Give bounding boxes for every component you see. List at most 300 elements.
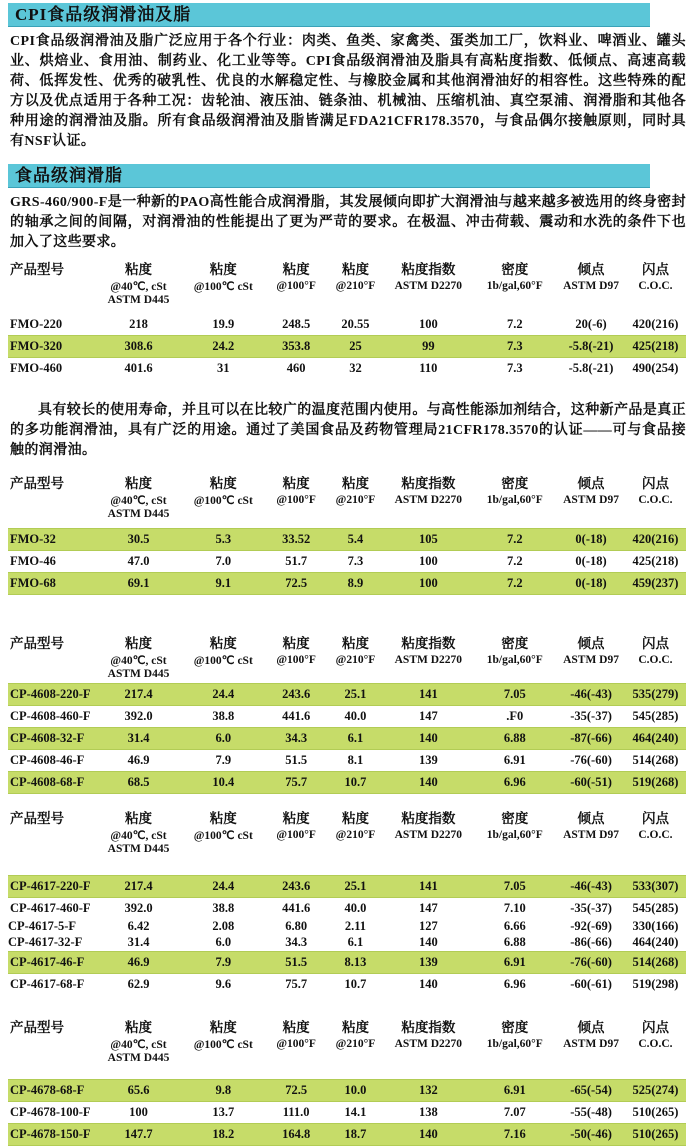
- column-header: [181, 667, 266, 680]
- value-cell: 8.9: [327, 572, 385, 594]
- table-row: [8, 1102, 686, 1124]
- value-cell: -76(-60): [557, 951, 625, 973]
- value-cell: 6.80: [266, 919, 327, 935]
- column-header: [557, 1051, 625, 1064]
- table-row: [8, 572, 686, 594]
- column-header: [266, 842, 327, 855]
- value-cell: 6.91: [472, 951, 557, 973]
- table-header-row: [8, 804, 686, 827]
- value-cell: 441.6: [266, 897, 327, 919]
- value-cell: 308.6: [96, 336, 181, 358]
- section1-title-bar: [8, 3, 650, 26]
- value-cell: 10.7: [327, 772, 385, 794]
- column-header: [181, 293, 266, 306]
- value-cell: -60(-61): [557, 973, 625, 995]
- value-cell: 40.0: [327, 706, 385, 728]
- column-header: 1b/gal,60°F: [472, 492, 557, 507]
- column-header: 1b/gal,60°F: [472, 827, 557, 842]
- value-cell: 25: [327, 336, 385, 358]
- value-cell: 140: [384, 728, 472, 750]
- value-cell: 545(285): [625, 897, 686, 919]
- value-cell: 6.66: [472, 919, 557, 935]
- column-header: [327, 1051, 385, 1064]
- column-header: ASTM D97: [557, 827, 625, 842]
- column-header: [384, 507, 472, 520]
- column-header: [327, 507, 385, 520]
- value-cell: 7.2: [472, 528, 557, 550]
- column-header: @100℃ cSt: [181, 278, 266, 293]
- value-cell: -76(-60): [557, 750, 625, 772]
- product-model-cell: FMO-320: [8, 336, 96, 358]
- column-header: 粘度: [327, 255, 385, 278]
- value-cell: 420(216): [625, 314, 686, 336]
- header-gap: [8, 520, 686, 528]
- value-cell: 140: [384, 772, 472, 794]
- value-cell: 9.1: [181, 572, 266, 594]
- value-cell: 132: [384, 1080, 472, 1102]
- column-header: [266, 507, 327, 520]
- multipurpose-oil-paragraph: 具有较长的使用寿命，并且可以在比较广的温度范围内使用。与高性能添加剂结合，这种新产品是真正的多功能润滑油，具有广泛的用途。通过了美国食品及药物管理局21CFR178.3570的认证——可与食品接触的润滑油。: [10, 401, 686, 461]
- column-header: [557, 667, 625, 680]
- column-header: 产品型号: [8, 255, 96, 278]
- table-row: [8, 1124, 686, 1146]
- value-cell: 72.5: [266, 572, 327, 594]
- table-row: [8, 772, 686, 794]
- column-header: 1b/gal,60°F: [472, 652, 557, 667]
- column-header: 粘度: [96, 255, 181, 278]
- column-header: [8, 652, 96, 667]
- product-model-cell: FMO-220: [8, 314, 96, 336]
- product-model-cell: CP-4608-460-F: [8, 706, 96, 728]
- product-model-cell: CP-4678-150-F: [8, 1124, 96, 1146]
- value-cell: 20(-6): [557, 314, 625, 336]
- column-header: [327, 667, 385, 680]
- column-header: 倾点: [557, 629, 625, 652]
- value-cell: 0(-18): [557, 528, 625, 550]
- column-header: 倾点: [557, 804, 625, 827]
- table-header-row: [8, 507, 686, 520]
- column-header: 倾点: [557, 255, 625, 278]
- value-cell: 248.5: [266, 314, 327, 336]
- table-row: [8, 919, 686, 935]
- column-header: @40℃, cSt: [96, 652, 181, 667]
- value-cell: 514(268): [625, 750, 686, 772]
- column-header: [557, 507, 625, 520]
- value-cell: 31: [181, 358, 266, 380]
- column-header: [557, 293, 625, 306]
- product-model-cell: CP-4617-68-F: [8, 973, 96, 995]
- column-header: 粘度指数: [384, 804, 472, 827]
- value-cell: 9.8: [181, 1080, 266, 1102]
- value-cell: 18.7: [327, 1124, 385, 1146]
- column-header: [8, 1036, 96, 1051]
- value-cell: 164.8: [266, 1124, 327, 1146]
- value-cell: 533(307): [625, 875, 686, 897]
- column-header: 闪点: [625, 469, 686, 492]
- column-header: 粘度: [266, 804, 327, 827]
- value-cell: 519(298): [625, 973, 686, 995]
- value-cell: 218: [96, 314, 181, 336]
- column-header: @40℃, cSt: [96, 492, 181, 507]
- table-header-row: [8, 492, 686, 507]
- table-header-row: [8, 255, 686, 278]
- column-header: @40℃, cSt: [96, 827, 181, 842]
- value-cell: 464(240): [625, 935, 686, 952]
- value-cell: 33.52: [266, 528, 327, 550]
- value-cell: 8.13: [327, 951, 385, 973]
- value-cell: 525(274): [625, 1080, 686, 1102]
- value-cell: 13.7: [181, 1102, 266, 1124]
- value-cell: 14.1: [327, 1102, 385, 1124]
- column-header: 粘度: [266, 255, 327, 278]
- value-cell: 51.5: [266, 750, 327, 772]
- column-header: [472, 293, 557, 306]
- value-cell: 6.42: [96, 919, 181, 935]
- column-header: [384, 842, 472, 855]
- section2-paragraph: GRS-460/900-F是一种新的PAO高性能合成润滑脂，其发展倾向即扩大润滑油与越来越多被选用的终身密封的轴承之间的间隔，对润滑油的性能提出了更为严苛的要求。在极温、冲击荷载、震动和水洗的条件下也加入了这些要求。: [10, 193, 686, 253]
- column-header: 粘度: [266, 629, 327, 652]
- column-header: [472, 667, 557, 680]
- column-header: 产品型号: [8, 469, 96, 492]
- value-cell: 141: [384, 684, 472, 706]
- column-header: 粘度指数: [384, 255, 472, 278]
- table-row: [8, 951, 686, 973]
- value-cell: -60(-51): [557, 772, 625, 794]
- column-header: [327, 842, 385, 855]
- column-header: @210°F: [327, 827, 385, 842]
- value-cell: 147: [384, 706, 472, 728]
- value-cell: 32: [327, 358, 385, 380]
- value-cell: -55(-48): [557, 1102, 625, 1124]
- value-cell: 69.1: [96, 572, 181, 594]
- value-cell: 401.6: [96, 358, 181, 380]
- value-cell: 139: [384, 750, 472, 772]
- value-cell: -46(-43): [557, 875, 625, 897]
- product-model-cell: CP-4617-32-F: [8, 935, 96, 952]
- value-cell: 392.0: [96, 706, 181, 728]
- product-model-cell: CP-4617-460-F: [8, 897, 96, 919]
- header-gap: [8, 306, 686, 314]
- value-cell: 545(285): [625, 706, 686, 728]
- value-cell: 40.0: [327, 897, 385, 919]
- table-row: [8, 750, 686, 772]
- value-cell: 19.9: [181, 314, 266, 336]
- value-cell: 7.0: [181, 550, 266, 572]
- product-model-cell: FMO-68: [8, 572, 96, 594]
- column-header: ASTM D445: [96, 842, 181, 855]
- column-header: [266, 667, 327, 680]
- column-header: 密度: [472, 804, 557, 827]
- column-header: [327, 293, 385, 306]
- value-cell: 30.5: [96, 528, 181, 550]
- column-header: 1b/gal,60°F: [472, 278, 557, 293]
- column-header: C.O.C.: [625, 278, 686, 293]
- column-header: ASTM D445: [96, 667, 181, 680]
- column-header: C.O.C.: [625, 492, 686, 507]
- value-cell: 10.4: [181, 772, 266, 794]
- value-cell: 18.2: [181, 1124, 266, 1146]
- table-header-row: [8, 1036, 686, 1051]
- value-cell: -5.8(-21): [557, 358, 625, 380]
- value-cell: -87(-66): [557, 728, 625, 750]
- header-gap: [8, 1064, 686, 1080]
- column-header: [8, 278, 96, 293]
- value-cell: 6.96: [472, 772, 557, 794]
- product-model-cell: CP-4678-100-F: [8, 1102, 96, 1124]
- value-cell: 68.5: [96, 772, 181, 794]
- value-cell: 6.1: [327, 935, 385, 952]
- column-header: [384, 1051, 472, 1064]
- column-header: C.O.C.: [625, 652, 686, 667]
- column-header: ASTM D97: [557, 652, 625, 667]
- value-cell: 514(268): [625, 951, 686, 973]
- column-header: 产品型号: [8, 1013, 96, 1036]
- value-cell: 75.7: [266, 973, 327, 995]
- product-model-cell: FMO-46: [8, 550, 96, 572]
- value-cell: -65(-54): [557, 1080, 625, 1102]
- column-header: 粘度: [96, 804, 181, 827]
- column-header: 粘度: [181, 1013, 266, 1036]
- column-header: [8, 667, 96, 680]
- column-header: C.O.C.: [625, 1036, 686, 1051]
- table-header-row: [8, 842, 686, 855]
- value-cell: 425(218): [625, 550, 686, 572]
- value-cell: 2.08: [181, 919, 266, 935]
- column-header: 粘度: [327, 629, 385, 652]
- product-model-cell: FMO-460: [8, 358, 96, 380]
- column-header: ASTM D2270: [384, 827, 472, 842]
- value-cell: 519(268): [625, 772, 686, 794]
- table-row: [8, 875, 686, 897]
- table-row: [8, 528, 686, 550]
- value-cell: 100: [96, 1102, 181, 1124]
- value-cell: 2.11: [327, 919, 385, 935]
- value-cell: 0(-18): [557, 550, 625, 572]
- value-cell: .F0: [472, 706, 557, 728]
- table-row: [8, 1080, 686, 1102]
- value-cell: 100: [384, 550, 472, 572]
- table-row: [8, 973, 686, 995]
- product-model-cell: FMO-32: [8, 528, 96, 550]
- column-header: [8, 507, 96, 520]
- column-header: [8, 842, 96, 855]
- value-cell: 420(216): [625, 528, 686, 550]
- value-cell: 140: [384, 973, 472, 995]
- table-header-row: [8, 278, 686, 293]
- spec-table-cp-4617-series: [8, 804, 686, 995]
- column-header: 倾点: [557, 1013, 625, 1036]
- table-header-row: [8, 667, 686, 680]
- column-header: 粘度: [266, 469, 327, 492]
- value-cell: 6.88: [472, 935, 557, 952]
- column-header: 粘度: [181, 629, 266, 652]
- column-header: [8, 1051, 96, 1064]
- value-cell: 9.6: [181, 973, 266, 995]
- column-header: @100℃ cSt: [181, 652, 266, 667]
- column-header: 粘度: [96, 1013, 181, 1036]
- column-header: @210°F: [327, 1036, 385, 1051]
- table-cp-4617-series: [8, 804, 686, 995]
- value-cell: 6.91: [472, 750, 557, 772]
- section2-title: 食品级润滑脂: [15, 166, 123, 185]
- column-header: C.O.C.: [625, 827, 686, 842]
- value-cell: 490(254): [625, 358, 686, 380]
- column-header: @100°F: [266, 1036, 327, 1051]
- product-model-cell: CP-4617-5-F: [8, 919, 96, 935]
- value-cell: 6.91: [472, 1080, 557, 1102]
- value-cell: 0(-18): [557, 572, 625, 594]
- column-header: [472, 507, 557, 520]
- column-header: ASTM D2270: [384, 278, 472, 293]
- column-header: 粘度指数: [384, 1013, 472, 1036]
- column-header: @40℃, cSt: [96, 1036, 181, 1051]
- value-cell: -5.8(-21): [557, 336, 625, 358]
- column-header: 闪点: [625, 629, 686, 652]
- table-row: [8, 358, 686, 380]
- value-cell: 110: [384, 358, 472, 380]
- column-header: ASTM D2270: [384, 1036, 472, 1051]
- column-header: [625, 507, 686, 520]
- header-gap: [8, 855, 686, 875]
- value-cell: -35(-37): [557, 897, 625, 919]
- value-cell: 38.8: [181, 706, 266, 728]
- column-header: @40℃, cSt: [96, 278, 181, 293]
- value-cell: 100: [384, 314, 472, 336]
- column-header: 粘度: [266, 1013, 327, 1036]
- column-header: [625, 667, 686, 680]
- spec-table-cp-4608-series: [8, 629, 686, 795]
- table-header-row: [8, 652, 686, 667]
- value-cell: 7.2: [472, 572, 557, 594]
- value-cell: 243.6: [266, 684, 327, 706]
- table-row: [8, 684, 686, 706]
- value-cell: 8.1: [327, 750, 385, 772]
- value-cell: 7.3: [472, 358, 557, 380]
- value-cell: 75.7: [266, 772, 327, 794]
- section1-title: CPI食品级润滑油及脂: [15, 5, 191, 24]
- product-model-cell: CP-4617-46-F: [8, 951, 96, 973]
- column-header: 产品型号: [8, 804, 96, 827]
- column-header: [472, 842, 557, 855]
- value-cell: 243.6: [266, 875, 327, 897]
- column-header: ASTM D2270: [384, 492, 472, 507]
- value-cell: 5.4: [327, 528, 385, 550]
- column-header: 密度: [472, 629, 557, 652]
- value-cell: 140: [384, 1124, 472, 1146]
- value-cell: 24.2: [181, 336, 266, 358]
- table-cp-4608-series: [8, 629, 686, 795]
- column-header: @100°F: [266, 827, 327, 842]
- table-row: [8, 336, 686, 358]
- value-cell: 24.4: [181, 875, 266, 897]
- column-header: [384, 667, 472, 680]
- column-header: ASTM D445: [96, 293, 181, 306]
- column-header: 粘度: [181, 255, 266, 278]
- value-cell: -92(-69): [557, 919, 625, 935]
- value-cell: 6.0: [181, 728, 266, 750]
- column-header: 闪点: [625, 255, 686, 278]
- value-cell: 24.4: [181, 684, 266, 706]
- table-fmo-low-viscosity: [8, 469, 686, 595]
- value-cell: 20.55: [327, 314, 385, 336]
- table-header-row: [8, 469, 686, 492]
- value-cell: 464(240): [625, 728, 686, 750]
- value-cell: 330(166): [625, 919, 686, 935]
- value-cell: 51.7: [266, 550, 327, 572]
- table-row: [8, 728, 686, 750]
- column-header: [625, 293, 686, 306]
- column-header: 粘度: [327, 804, 385, 827]
- value-cell: 10.0: [327, 1080, 385, 1102]
- value-cell: 217.4: [96, 684, 181, 706]
- column-header: 粘度: [96, 629, 181, 652]
- value-cell: 7.9: [181, 750, 266, 772]
- value-cell: 100: [384, 572, 472, 594]
- value-cell: 392.0: [96, 897, 181, 919]
- product-model-cell: CP-4608-68-F: [8, 772, 96, 794]
- value-cell: 7.05: [472, 684, 557, 706]
- column-header: 粘度: [181, 469, 266, 492]
- column-header: 闪点: [625, 804, 686, 827]
- value-cell: 99: [384, 336, 472, 358]
- column-header: 粘度指数: [384, 629, 472, 652]
- value-cell: 34.3: [266, 728, 327, 750]
- value-cell: 6.88: [472, 728, 557, 750]
- value-cell: 5.3: [181, 528, 266, 550]
- value-cell: 31.4: [96, 728, 181, 750]
- value-cell: 140: [384, 935, 472, 952]
- value-cell: 10.7: [327, 973, 385, 995]
- value-cell: 7.3: [327, 550, 385, 572]
- column-header: [181, 842, 266, 855]
- value-cell: 25.1: [327, 875, 385, 897]
- value-cell: 65.6: [96, 1080, 181, 1102]
- column-header: [266, 293, 327, 306]
- table-header-row: [8, 1051, 686, 1064]
- value-cell: 7.3: [472, 336, 557, 358]
- value-cell: 7.2: [472, 550, 557, 572]
- product-model-cell: CP-4617-220-F: [8, 875, 96, 897]
- column-header: 粘度: [96, 469, 181, 492]
- column-header: 粘度: [327, 1013, 385, 1036]
- value-cell: 147: [384, 897, 472, 919]
- table-header-row: [8, 827, 686, 842]
- column-header: @100℃ cSt: [181, 827, 266, 842]
- table-row: [8, 314, 686, 336]
- value-cell: 441.6: [266, 706, 327, 728]
- column-header: @100℃ cSt: [181, 1036, 266, 1051]
- table-row: [8, 550, 686, 572]
- column-header: [181, 1051, 266, 1064]
- value-cell: 425(218): [625, 336, 686, 358]
- section1-paragraph: CPI食品级润滑油及脂广泛应用于各个行业：肉类、鱼类、家禽类、蛋类加工厂，饮料业、啤酒业、罐头业、烘焙业、食用油、制药业、化工业等等。CPI食品级润滑油及脂具有高粘度指数、低倾点、高速高载荷、低挥发性、优秀的破乳性、优良的水解稳定性、与橡胶金属和其他润滑油好的相容性。这些特殊的配方以及优点适用于各种工况：齿轮油、液压油、链条油、机械油、压缩机油、真空泵浦、润滑脂和其他各种用途的润滑油及脂。所有食品级润滑油及脂皆满足FDA21CFR178.3570，与食品偶尔接触原则，同时具有NSF认证。: [10, 32, 686, 152]
- product-model-cell: CP-4608-32-F: [8, 728, 96, 750]
- column-header: [266, 1051, 327, 1064]
- column-header: [625, 1051, 686, 1064]
- column-header: @100°F: [266, 492, 327, 507]
- value-cell: 7.16: [472, 1124, 557, 1146]
- column-header: 1b/gal,60°F: [472, 1036, 557, 1051]
- value-cell: 7.07: [472, 1102, 557, 1124]
- column-header: 密度: [472, 469, 557, 492]
- value-cell: 72.5: [266, 1080, 327, 1102]
- value-cell: -46(-43): [557, 684, 625, 706]
- value-cell: 111.0: [266, 1102, 327, 1124]
- value-cell: 510(265): [625, 1124, 686, 1146]
- column-header: 倾点: [557, 469, 625, 492]
- spec-table-fmo-low-viscosity: [8, 469, 686, 595]
- value-cell: 38.8: [181, 897, 266, 919]
